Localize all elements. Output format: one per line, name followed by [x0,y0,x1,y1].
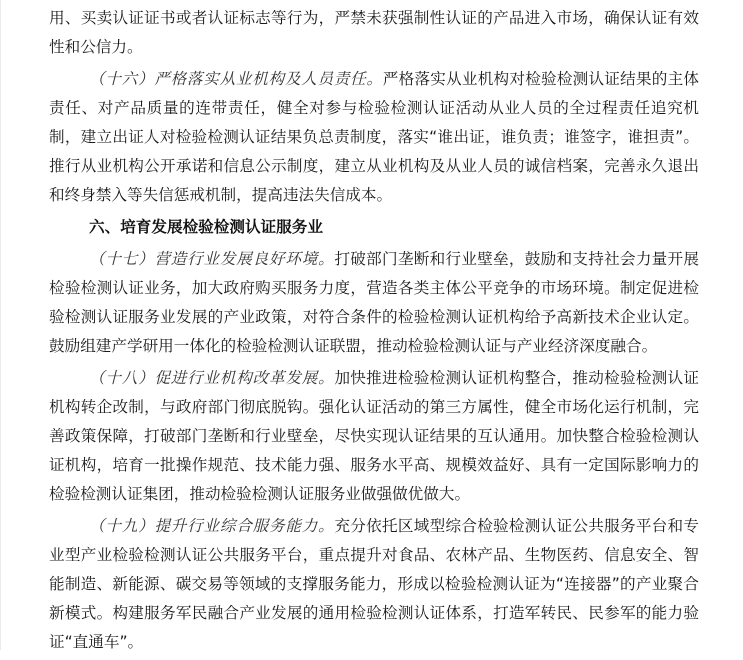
paragraph-19-text: 充分依托区域型综合检验检测认证公共服务平台和专业型产业检验检测认证公共服务平台，重点提升对食品、农林产品、生物医药、信息安全、智能制造、新能源、碳交易等领域的支撑服务能力，形成以检验检测认证为“连接器”的产业聚合新模式。构建服务军民融合产业发展的通用检验检测认证体系，打造军转民、民参军的能力验证“直通车”。 [49,517,699,651]
paragraph-18 [49,364,699,509]
paragraph-17-label: （十七）营造行业发展良好环境。 [89,250,335,268]
paragraph-continued: 用、买卖认证证书或者认证标志等行为，严禁未获强制性认证的产品进入市场，确保认证有效性和公信力。 [49,9,699,56]
document-body [49,4,699,660]
paragraph-17 [49,245,699,361]
paragraph-17-text: 打破部门垄断和行业壁垒，鼓励和支持社会力量开展检验检测认证业务，加大政府购买服务力度，营造各类主体公平竞争的市场环境。制定促进检验检测认证服务业发展的产业政策，对符合条件的检验检测认证机构给予高新技术企业认定。鼓励组建产学研用一体化的检验检测认证联盟，推动检验检测认证与产业经济深度融合。 [49,250,699,355]
paragraph-18-label: （十八）促进行业机构改革发展。 [89,369,335,387]
paragraph-18-text: 加快推进检验检测认证机构整合，推动检验检测认证机构转企改制，与政府部门彻底脱钩。强化认证活动的第三方属性，健全市场化运行机制，完善政策保障，打破部门垄断和行业壁垒，尽快实现认证结果的互认通用。加快整合检验检测认证机构，培育一批操作规范、技术能力强、服务水平高、规模效益好、具有一定国际影响力的检验检测认证集团，推动检验检测认证服务业做强做优做大。 [49,369,699,503]
paragraph-19 [49,512,699,657]
paragraph-16-label: （十六）严格落实从业机构及人员责任。 [89,70,383,88]
paragraph-16-text: 严格落实从业机构对检验检测认证结果的主体责任、对产品质量的连带责任，健全对参与检验检测认证活动从业人员的全过程责任追究机制，建立出证人对检验检测认证结果负总责制度，落实“谁出证，谁负责；谁签字，谁担责”。推行从业机构公开承诺和信息公示制度，建立从业机构及从业人员的诚信档案，完善永久退出和终身禁入等失信惩戒机制，提高违法失信成本。 [49,70,699,204]
paragraph-16 [49,65,699,210]
paragraph-19-label: （十九）提升行业综合服务能力。 [89,517,335,535]
section-heading: 六、培育发展检验检测认证服务业 [89,218,323,236]
